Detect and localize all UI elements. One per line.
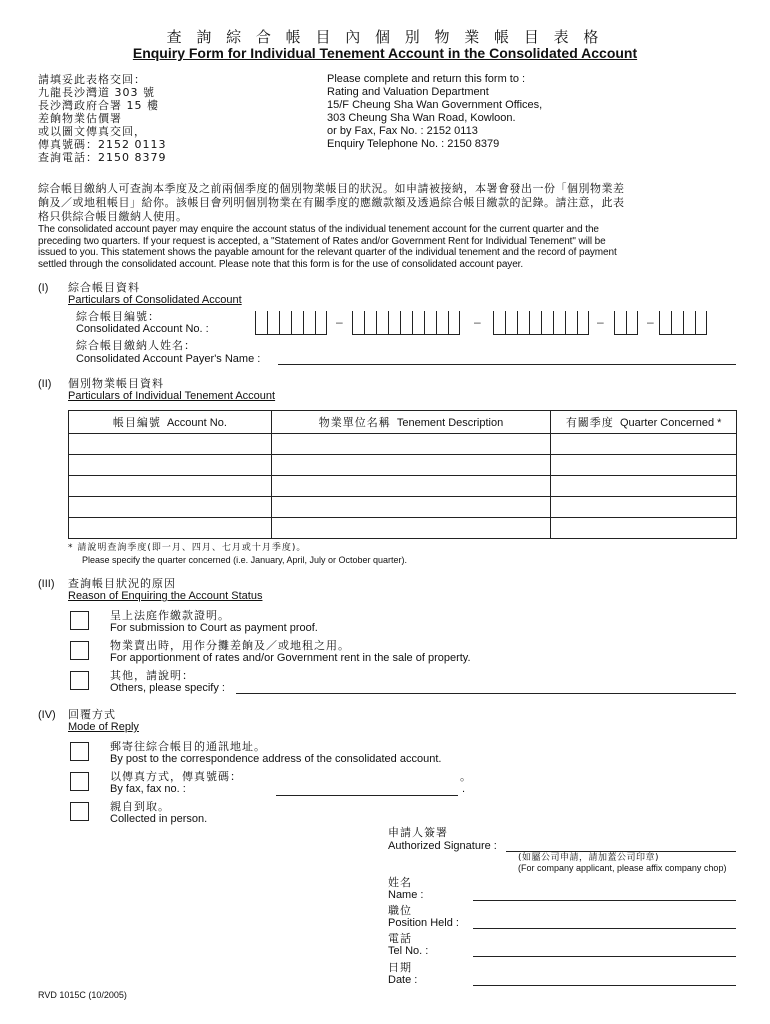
address-line: 差餉物業估價署 bbox=[38, 112, 122, 125]
reply-option-label-zh: 郵寄往綜合帳目的通訊地址。 bbox=[110, 740, 266, 753]
address-line: 或以圖文傳真交回， bbox=[38, 125, 146, 138]
account-digit-box[interactable] bbox=[553, 311, 565, 335]
account-digit-box[interactable] bbox=[659, 311, 671, 335]
address-line: 請填妥此表格交回： bbox=[38, 73, 146, 86]
tel-label-en: Tel No. : bbox=[388, 945, 429, 957]
account-digit-box[interactable] bbox=[388, 311, 400, 335]
account-digit-box[interactable] bbox=[505, 311, 517, 335]
intro-line: 餉及／或地租帳目」給你。該帳目會列明個別物業在有關季度的應繳款額及透過綜合帳目繳款的記錄。請注意，此表 bbox=[38, 196, 625, 209]
form-title-en: Enquiry Form for Individual Tenement Account in the Consolidated Account bbox=[132, 45, 638, 61]
intro-zh bbox=[38, 182, 625, 224]
account-digit-box[interactable] bbox=[683, 311, 695, 335]
address-line: Please complete and return this form to : bbox=[327, 73, 526, 85]
table-cell[interactable] bbox=[271, 434, 551, 455]
company-chop-note-en: (For company applicant, please affix company chop) bbox=[518, 863, 727, 873]
reason-option-label-en: Others, please specify : bbox=[110, 682, 225, 694]
account-digit-box[interactable] bbox=[303, 311, 315, 335]
account-digit-box[interactable] bbox=[279, 311, 291, 335]
position-field[interactable] bbox=[473, 928, 736, 929]
account-digit-box[interactable] bbox=[626, 311, 638, 335]
table-row bbox=[69, 476, 737, 497]
account-digit-box[interactable] bbox=[412, 311, 424, 335]
account-separator-dash: – bbox=[474, 315, 481, 329]
return-address-zh bbox=[38, 73, 167, 164]
fax-end-en: . bbox=[462, 783, 466, 795]
intro-line: preceding two quarters. If your request is accepted, a "Statement of Rates and/or Government Rent for Individual Tenement" will be bbox=[38, 235, 606, 247]
account-digit-box[interactable] bbox=[364, 311, 376, 335]
account-digit-box[interactable] bbox=[695, 311, 707, 335]
account-digit-box[interactable] bbox=[529, 311, 541, 335]
signature-field[interactable] bbox=[506, 851, 736, 852]
address-line: 九龍長沙灣道 303 號 bbox=[38, 86, 155, 99]
reason-option-label-zh: 呈上法庭作繳款證明。 bbox=[110, 609, 230, 622]
date-label-zh: 日期 bbox=[388, 961, 412, 974]
column-header-tenement-description bbox=[271, 411, 551, 434]
payer-label-en: Consolidated Account Payer's Name : bbox=[76, 353, 261, 365]
account-separator-dash: – bbox=[336, 315, 343, 329]
table-cell[interactable] bbox=[69, 455, 272, 476]
address-line: 查詢電話：2150 8379 bbox=[38, 151, 167, 164]
section-4-number: (IV) bbox=[38, 709, 56, 721]
reply-option-label-en: Collected in person. bbox=[110, 813, 208, 825]
reply-fax-checkbox[interactable] bbox=[70, 772, 89, 791]
return-address-en bbox=[327, 73, 542, 151]
table-cell[interactable] bbox=[69, 518, 272, 539]
tel-label-zh: 電話 bbox=[388, 932, 412, 945]
column-label-zh: 有關季度 bbox=[565, 416, 614, 429]
section-3-title-zh: 查詢帳目狀況的原因 bbox=[68, 577, 176, 590]
intro-en bbox=[38, 224, 617, 270]
account-digit-box[interactable] bbox=[267, 311, 279, 335]
account-digit-box[interactable] bbox=[400, 311, 412, 335]
reply-option-label-en: By post to the correspondence address of the consolidated account. bbox=[110, 753, 442, 765]
acct-no-label-zh: 綜合帳目編號： bbox=[76, 310, 160, 323]
account-digit-box[interactable] bbox=[671, 311, 683, 335]
position-label-en: Position Held : bbox=[388, 917, 459, 929]
address-line: 15/F Cheung Sha Wan Government Offices, bbox=[327, 99, 543, 111]
date-field[interactable] bbox=[473, 985, 736, 986]
others-specify-field[interactable] bbox=[236, 693, 736, 694]
table-cell[interactable] bbox=[69, 476, 272, 497]
table-cell[interactable] bbox=[551, 455, 737, 476]
address-line: 傳真號碼：2152 0113 bbox=[38, 138, 167, 151]
column-label-en: Account No. bbox=[166, 417, 227, 429]
reply-in-person-checkbox[interactable] bbox=[70, 802, 89, 821]
account-digit-box[interactable] bbox=[517, 311, 529, 335]
account-digit-box[interactable] bbox=[352, 311, 364, 335]
payer-name-field[interactable] bbox=[278, 364, 736, 365]
tel-field[interactable] bbox=[473, 956, 736, 957]
intro-line: The consolidated account payer may enquire the account status of the individual tenement account for the current quarter and the bbox=[38, 224, 599, 235]
fax-end-zh: 。 bbox=[460, 770, 472, 783]
acct-no-label-en: Consolidated Account No. : bbox=[76, 323, 209, 335]
reason-others-checkbox[interactable] bbox=[70, 671, 89, 690]
reply-option-label-en: By fax, fax no. : bbox=[110, 783, 186, 795]
table-cell[interactable] bbox=[69, 497, 272, 518]
reason-option-label-zh: 其他，請說明： bbox=[110, 669, 194, 682]
account-digit-box[interactable] bbox=[291, 311, 303, 335]
reason-option-label-zh: 物業賣出時，用作分攤差餉及／或地租之用。 bbox=[110, 639, 350, 652]
quarter-note-zh: * 請說明查詢季度(即一月、四月、七月或十月季度)。 bbox=[68, 543, 307, 553]
account-digit-box[interactable] bbox=[315, 311, 327, 335]
account-digit-box[interactable] bbox=[541, 311, 553, 335]
column-label-en: Quarter Concerned * bbox=[619, 417, 722, 429]
table-cell[interactable] bbox=[551, 476, 737, 497]
section-2-number: (II) bbox=[38, 378, 52, 390]
column-label-en: Tenement Description bbox=[396, 417, 504, 429]
date-label-en: Date : bbox=[388, 974, 418, 986]
column-label-zh: 帳目編號 bbox=[112, 416, 161, 429]
section-3-title-en: Reason of Enquiring the Account Status bbox=[68, 590, 263, 602]
section-1-title-zh: 綜合帳目資料 bbox=[68, 281, 140, 294]
name-field[interactable] bbox=[473, 900, 736, 901]
table-cell[interactable] bbox=[551, 497, 737, 518]
account-digit-box[interactable] bbox=[614, 311, 626, 335]
account-separator-dash: – bbox=[647, 315, 654, 329]
name-label-zh: 姓名 bbox=[388, 876, 412, 889]
section-1-number: (I) bbox=[38, 282, 49, 294]
table-row bbox=[69, 434, 737, 455]
table-row bbox=[69, 518, 737, 539]
account-digit-box[interactable] bbox=[577, 311, 589, 335]
table-header-row bbox=[69, 411, 737, 434]
section-1-title-en: Particulars of Consolidated Account bbox=[68, 294, 242, 306]
table-cell[interactable] bbox=[69, 434, 272, 455]
account-digit-box[interactable] bbox=[565, 311, 577, 335]
column-header-account-no bbox=[69, 411, 272, 434]
intro-line: settled through the consolidated account. Please note that this form is for the use of consolidated account payer. bbox=[38, 258, 524, 270]
intro-line: issued to you. This statement shows the payable amount for the relevant quarter of the individual tenement and the record of payment bbox=[38, 247, 617, 258]
account-digit-box[interactable] bbox=[493, 311, 505, 335]
reason-court-checkbox[interactable] bbox=[70, 611, 89, 630]
table-cell[interactable] bbox=[551, 434, 737, 455]
reason-option-label-en: For apportionment of rates and/or Government rent in the sale of property. bbox=[110, 652, 471, 664]
table-cell[interactable] bbox=[551, 518, 737, 539]
reply-post-checkbox[interactable] bbox=[70, 742, 89, 761]
table-cell[interactable] bbox=[271, 497, 551, 518]
section-2-title-en: Particulars of Individual Tenement Account bbox=[68, 390, 276, 402]
address-line: or by Fax, Fax No. : 2152 0113 bbox=[327, 125, 478, 137]
section-4-title-zh: 回覆方式 bbox=[68, 708, 116, 721]
table-cell[interactable] bbox=[271, 476, 551, 497]
intro-line: 格只供綜合帳目繳納人使用。 bbox=[38, 210, 188, 223]
reply-option-label-zh: 親自到取。 bbox=[110, 800, 170, 813]
section-3-number: (III) bbox=[38, 578, 55, 590]
column-label-zh: 物業單位名稱 bbox=[318, 416, 391, 429]
form-code: RVD 1015C (10/2005) bbox=[38, 990, 127, 1000]
section-4-title-en: Mode of Reply bbox=[68, 721, 139, 733]
quarter-note-en: Please specify the quarter concerned (i.e. January, April, July or October quarter). bbox=[82, 555, 407, 565]
address-line: Rating and Valuation Department bbox=[327, 86, 489, 98]
account-digit-box[interactable] bbox=[255, 311, 267, 335]
reason-apportionment-checkbox[interactable] bbox=[70, 641, 89, 660]
name-label-en: Name : bbox=[388, 889, 424, 901]
address-line: 長沙灣政府合署 15 樓 bbox=[38, 99, 159, 112]
account-digit-box[interactable] bbox=[424, 311, 436, 335]
tenement-account-table bbox=[68, 410, 737, 539]
section-2-title-zh: 個別物業帳目資料 bbox=[68, 377, 164, 390]
reply-option-label-zh: 以傳真方式，傳真號碼： bbox=[110, 770, 242, 783]
table-row bbox=[69, 497, 737, 518]
fax-number-field[interactable] bbox=[276, 795, 458, 796]
signature-label-en: Authorized Signature : bbox=[388, 840, 497, 852]
table-cell[interactable] bbox=[271, 518, 551, 539]
payer-label-zh: 綜合帳目繳納人姓名： bbox=[76, 339, 196, 352]
account-digit-box[interactable] bbox=[436, 311, 448, 335]
form-title-zh: 查 詢 綜 合 帳 目 內 個 別 物 業 帳 目 表 格 bbox=[166, 28, 604, 46]
signature-label-zh: 申請人簽署 bbox=[388, 826, 448, 839]
account-digit-box[interactable] bbox=[448, 311, 460, 335]
intro-line: 綜合帳目繳納人可查詢本季度及之前兩個季度的個別物業帳目的狀況。如申請被接納，本署會發出一份「個別物業差 bbox=[38, 182, 625, 195]
position-label-zh: 職位 bbox=[388, 904, 412, 917]
table-cell[interactable] bbox=[271, 455, 551, 476]
account-separator-dash: – bbox=[597, 315, 604, 329]
reason-option-label-en: For submission to Court as payment proof. bbox=[110, 622, 318, 634]
account-digit-box[interactable] bbox=[376, 311, 388, 335]
column-header-quarter bbox=[551, 411, 737, 434]
address-line: 303 Cheung Sha Wan Road, Kowloon. bbox=[327, 112, 516, 124]
table-row bbox=[69, 455, 737, 476]
company-chop-note-zh: (如屬公司申請，請加蓋公司印章) bbox=[518, 853, 660, 863]
address-line: Enquiry Telephone No. : 2150 8379 bbox=[327, 138, 500, 150]
